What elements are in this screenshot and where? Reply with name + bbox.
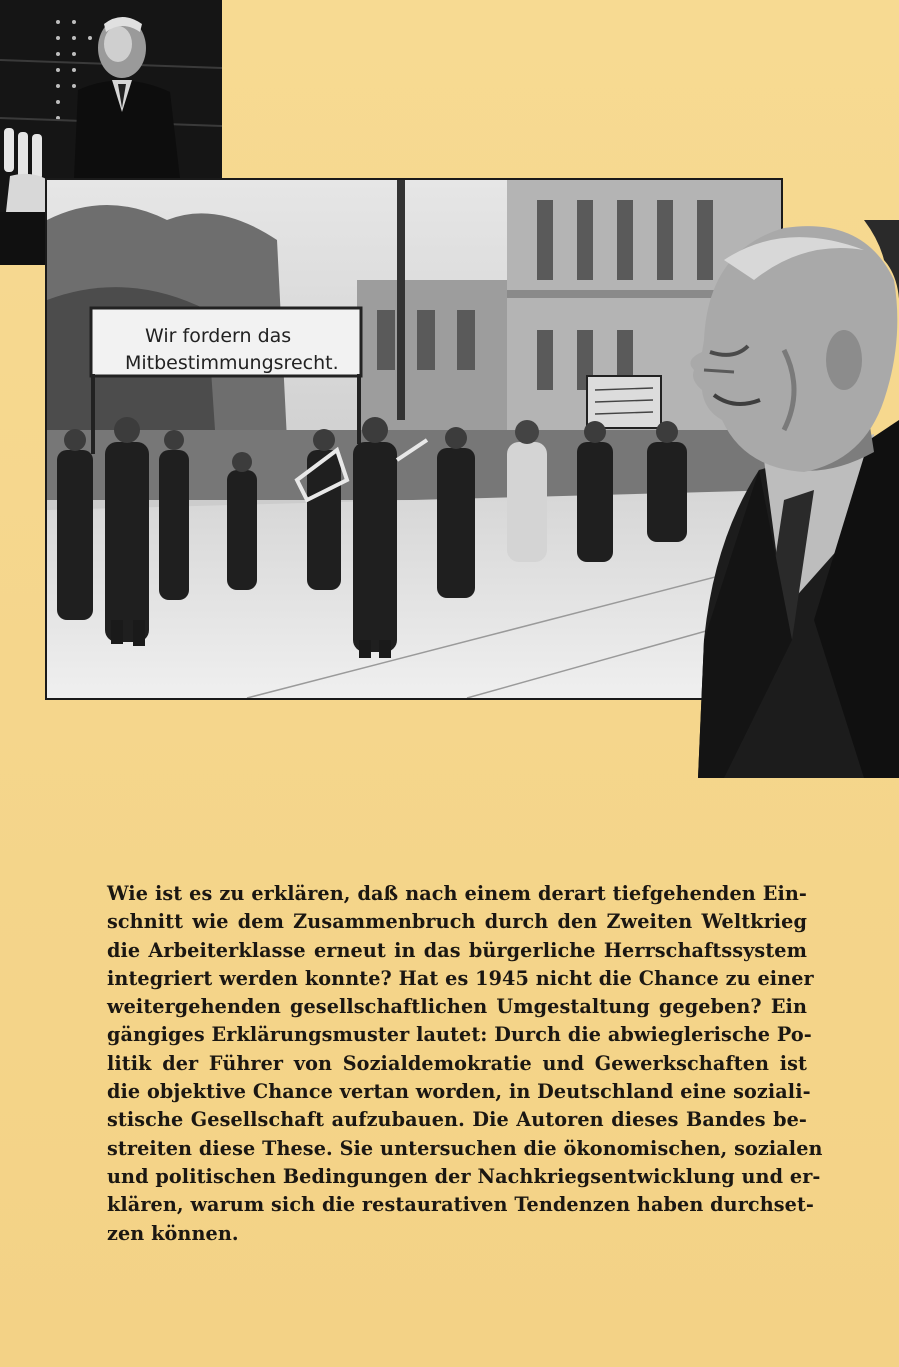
blurb-line: die Arbeiterklasse erneut in das bürgerliche Herrschaftssystem xyxy=(107,938,807,962)
banner-line-1: Wir fordern das xyxy=(145,325,292,347)
blurb-line: und politischen Bedingungen der Nachkriegsentwicklung und er- xyxy=(107,1164,821,1188)
blurb-line: die objektive Chance vertan worden, in Deutschland eine soziali- xyxy=(107,1080,811,1104)
blurb-line: zen können. xyxy=(107,1221,239,1245)
banner-line-2: Mitbestimmungsrecht. xyxy=(125,352,339,374)
back-cover-blurb xyxy=(107,880,823,1248)
portrait-photo-man-profile-icon xyxy=(664,220,899,778)
blurb-line: stische Gesellschaft aufzubauen. Die Autoren dieses Bandes be- xyxy=(107,1108,807,1132)
blurb-line: integriert werden konnte? Hat es 1945 nicht die Chance zu einer xyxy=(107,966,814,990)
blurb-line: gängiges Erklärungsmuster lautet: Durch die abwieglerische Po- xyxy=(107,1023,812,1047)
blurb-line: Wie ist es zu erklären, daß nach einem derart tiefgehenden Ein- xyxy=(107,882,807,905)
portrait-photo-man-profile xyxy=(664,220,899,778)
blurb-line: weitergehenden gesellschaftlichen Umgestaltung gegeben? Ein xyxy=(107,995,807,1019)
blurb-line: klären, warum sich die restaurativen Tendenzen haben durchset- xyxy=(107,1193,815,1217)
blurb-line: schnitt wie dem Zusammenbruch durch den Zweiten Weltkrieg xyxy=(107,910,807,934)
blurb-line: streiten diese These. Sie untersuchen die ökonomischen, sozialen xyxy=(107,1136,823,1160)
blurb-line: litik der Führer von Sozialdemokratie und Gewerkschaften ist xyxy=(107,1051,807,1075)
